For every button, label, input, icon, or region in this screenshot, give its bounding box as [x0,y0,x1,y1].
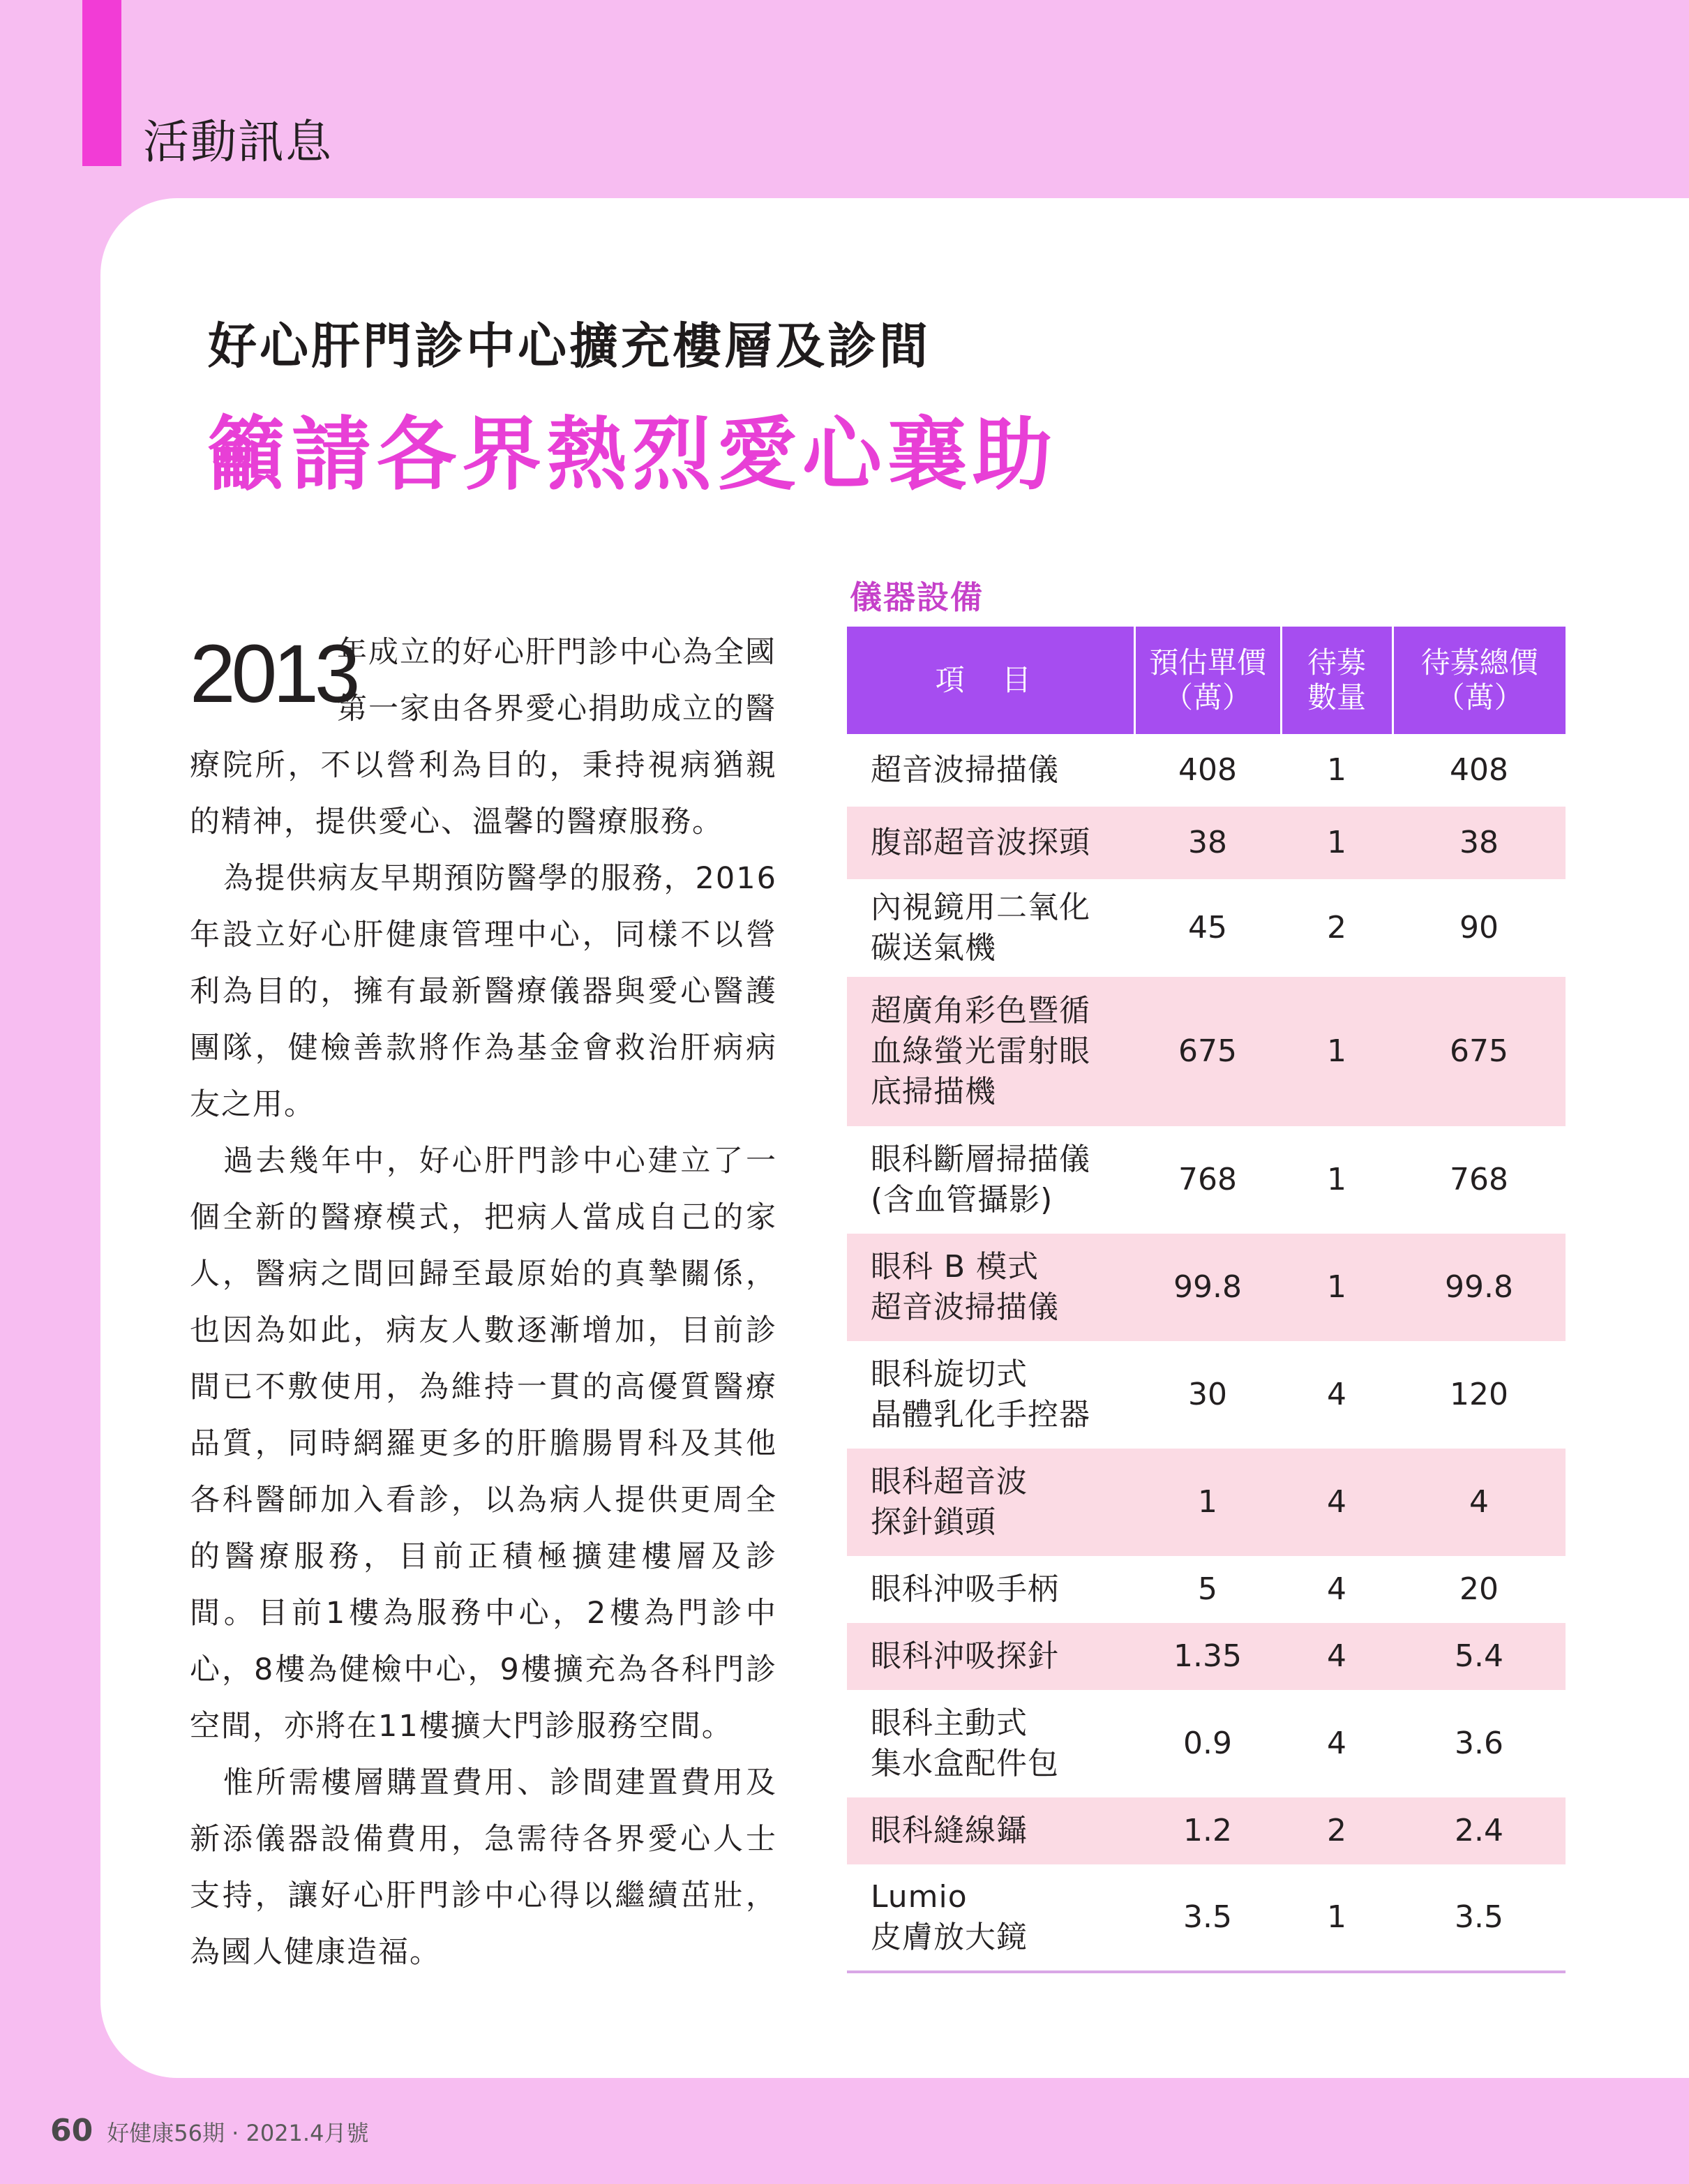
header-quantity: 待募 數量 [1281,627,1393,734]
quantity-cell: 2 [1281,1797,1393,1864]
unit-price-cell: 38 [1134,807,1281,879]
table-row [847,1864,1566,1972]
issue-info: 好健康56期 · 2021.4月號 [107,2120,369,2146]
item-cell: 超廣角彩色暨循 血綠螢光雷射眼 底掃描機 [847,977,1134,1126]
table-heading: 儀器設備 [850,578,984,616]
quantity-cell: 1 [1281,807,1393,879]
unit-price-cell: 0.9 [1183,1726,1232,1761]
unit-price-cell: 30 [1188,1377,1227,1412]
quantity-cell: 4 [1281,1623,1393,1690]
item-cell: 超音波掃描儀 [871,752,1059,788]
table-row [847,879,1566,977]
total-price-cell: 675 [1393,977,1566,1126]
page-number: 60 [50,2113,93,2148]
quantity-cell: 4 [1327,1726,1346,1761]
table-row [847,1556,1566,1623]
item-cell: 眼科主動式 集水盒配件包 [871,1705,1059,1781]
unit-price-cell: 675 [1134,977,1281,1126]
item-cell: 眼科沖吸探針 [847,1623,1134,1690]
first-line-1: 年成立的好心肝門診中心為全國 [337,635,776,670]
total-price-cell: 768 [1450,1162,1508,1197]
headline: 好心肝門診中心擴充樓層及診間 [208,317,931,375]
table-header-row [847,627,1566,734]
total-price-cell: 4 [1393,1449,1566,1556]
item-cell: 腹部超音波探頭 [847,807,1134,879]
unit-price-cell: 1.35 [1134,1623,1281,1690]
table-row [847,734,1566,807]
total-price-cell: 20 [1459,1571,1499,1607]
total-price-cell: 99.8 [1393,1234,1566,1341]
quantity-cell: 1 [1327,752,1346,788]
table-row [847,807,1566,879]
headline-appeal: 籲請各界熱烈愛心襄助 [207,407,1058,501]
table-row [847,1623,1566,1690]
first-line-2: 第一家由各界愛心捐助成立的醫 [337,691,776,726]
total-price-cell: 3.5 [1393,1864,1566,1972]
quantity-cell: 1 [1327,1162,1346,1197]
equipment-table [847,627,1566,1973]
table-row [847,1126,1566,1234]
quantity-cell: 1 [1281,977,1393,1126]
unit-price-cell: 5 [1198,1571,1217,1607]
unit-price-cell: 768 [1178,1162,1237,1197]
page-footer [50,2113,368,2148]
table-row [847,1797,1566,1864]
item-cell: 眼科超音波 探針鎖頭 [847,1449,1134,1556]
item-cell: 眼科沖吸手柄 [871,1571,1059,1607]
unit-price-cell: 1 [1134,1449,1281,1556]
unit-price-cell: 45 [1188,910,1227,945]
quantity-cell: 4 [1327,1571,1346,1607]
quantity-cell: 4 [1281,1449,1393,1556]
first-paragraph [190,624,777,851]
total-price-cell: 5.4 [1393,1623,1566,1690]
total-price-cell: 408 [1450,752,1508,788]
quantity-cell: 1 [1281,1234,1393,1341]
table-row [847,977,1566,1126]
first-paragraph-rest: 療院所，不以營利為目的，秉持視病猶親的精神，提供愛心、溫馨的醫療服務。 [190,748,777,839]
section-accent-bar [82,0,121,166]
table-row [847,1341,1566,1449]
item-cell: 眼科 B 模式 超音波掃描儀 [847,1234,1134,1341]
header-item: 項 目 [847,627,1134,734]
table-row [847,1690,1566,1797]
quantity-cell: 1 [1281,1864,1393,1972]
article-body [190,624,777,1981]
header-total-price: 待募總價 （萬） [1393,627,1566,734]
total-price-cell: 90 [1459,910,1499,945]
section-title: 活動訊息 [143,115,333,169]
total-price-cell: 3.6 [1455,1726,1503,1761]
item-cell: 眼科旋切式 晶體乳化手控器 [871,1356,1090,1433]
total-price-cell: 38 [1393,807,1566,879]
item-cell: Lumio 皮膚放大鏡 [847,1864,1134,1972]
table-row [847,1449,1566,1556]
total-price-cell: 2.4 [1393,1797,1566,1864]
unit-price-cell: 1.2 [1134,1797,1281,1864]
item-cell: 眼科斷層掃描儀 (含血管攝影) [871,1142,1090,1218]
table-row [847,1234,1566,1341]
total-price-cell: 120 [1450,1377,1508,1412]
item-cell: 內視鏡用二氧化 碳送氣機 [871,890,1090,966]
header-unit-price: 預估單價 （萬） [1134,627,1281,734]
quantity-cell: 2 [1327,910,1346,945]
paragraph-2: 為提供病友早期預防醫學的服務，2016年設立好心肝健康管理中心，同樣不以營利為目的，擁有最新醫療儀器與愛心醫護團隊，健檢善款將作為基金會救治肝病病友之用。 [190,861,777,1122]
unit-price-cell: 99.8 [1134,1234,1281,1341]
item-cell: 眼科縫線鑷 [847,1797,1134,1864]
paragraph-3: 過去幾年中，好心肝門診中心建立了一個全新的醫療模式，把病人當成自己的家人，醫病之間回歸至最原始的真摯關係，也因為如此，病友人數逐漸增加，目前診間已不敷使用，為維持一貫的高優質醫療品質，同時網羅更多的肝膽腸胃科及其他各科醫師加入看診，以為病人提供更周全的醫療服務，目前正積極擴建樓層及診間。目前1樓為服務中心，2樓為門診中心，8樓為健檢中心，9樓擴充為各科門診空間，亦將在11樓擴大門診服務空間。 [190,1144,777,1744]
paragraph-4: 惟所需樓層購置費用、診間建置費用及新添儀器設備費用，急需待各界愛心人士支持，讓好心肝門診中心得以繼續茁壯，為國人健康造福。 [190,1765,777,1970]
unit-price-cell: 3.5 [1134,1864,1281,1972]
unit-price-cell: 408 [1178,752,1237,788]
year-dropcap: 2013 [190,628,356,720]
quantity-cell: 4 [1327,1377,1346,1412]
